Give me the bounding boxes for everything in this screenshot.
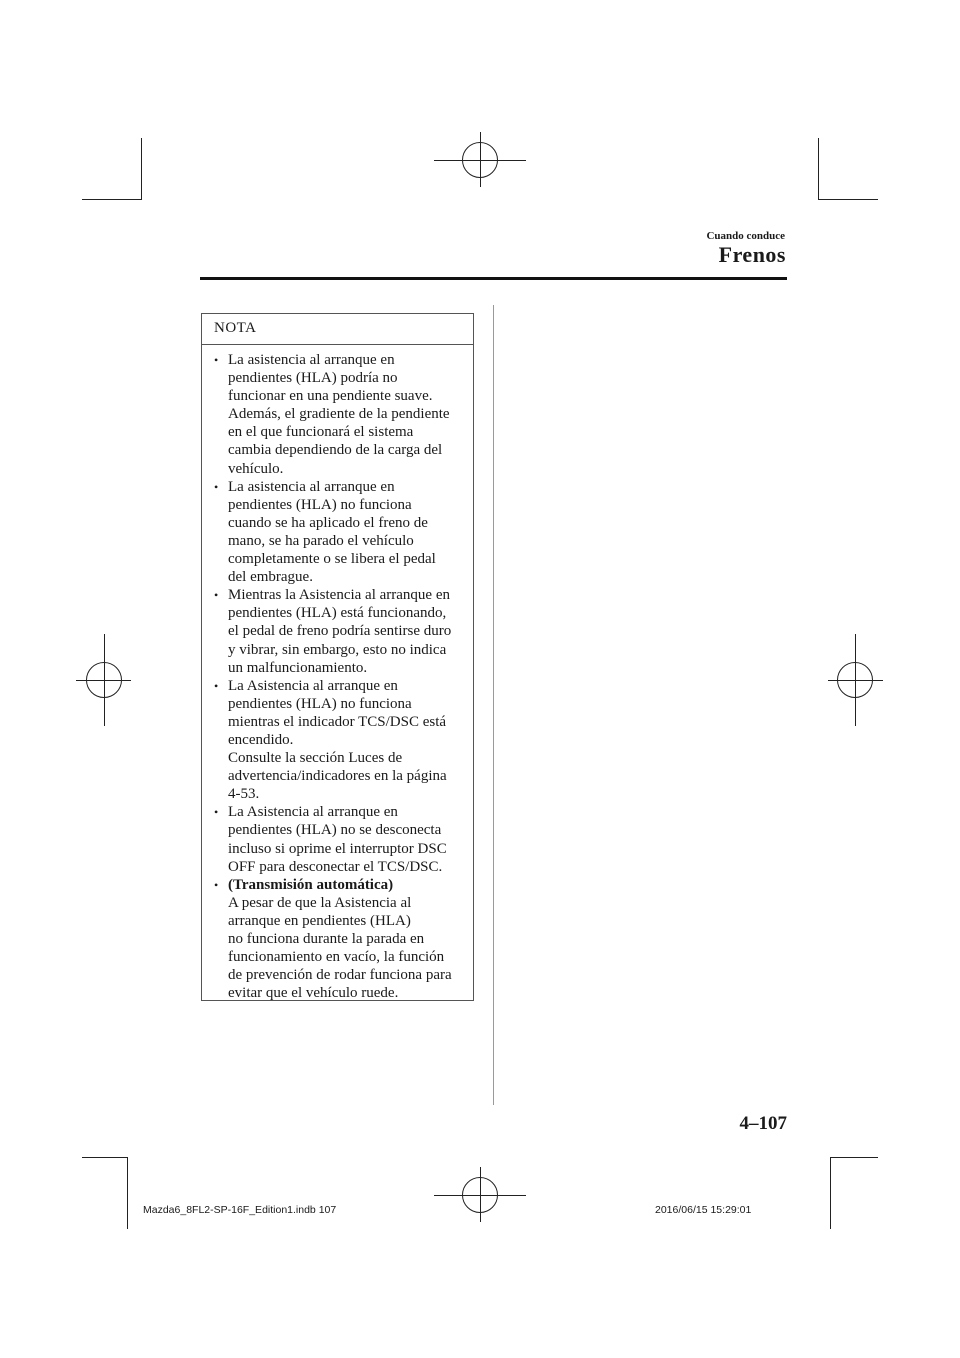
note-item-line: mientras el indicador TCS/DSC está — [228, 713, 447, 730]
note-item-line: incluso si oprime el interruptor DSC — [228, 840, 447, 857]
note-item-line: pendientes (HLA) no funciona — [228, 496, 412, 513]
bullet-icon: • — [214, 678, 219, 693]
note-item-line: del embrague. — [228, 569, 313, 586]
footer-file: Mazda6_8FL2-SP-16F_Edition1.indb 107 — [143, 1204, 337, 1216]
bullet-icon: • — [214, 588, 219, 603]
note-item-line: pendientes (HLA) podría no — [228, 370, 398, 387]
note-item-line: 4-53. — [228, 786, 260, 803]
note-item-line: completamente o se libera el pedal — [228, 551, 436, 568]
note-item-line: cambia dependiendo de la carga del — [228, 442, 443, 459]
note-item — [214, 478, 469, 587]
header-rule — [200, 277, 787, 280]
note-item-line: funcionar en una pendiente suave. — [228, 388, 433, 405]
note-item-line: A pesar de que la Asistencia al — [228, 894, 412, 911]
bullet-icon: • — [214, 479, 219, 494]
note-item-line: Mientras la Asistencia al arranque en — [228, 587, 450, 604]
footer-timestamp: 2016/06/15 15:29:01 — [655, 1204, 752, 1216]
section-title: Frenos — [718, 242, 786, 267]
note-item-line: cuando se ha aplicado el freno de — [228, 514, 428, 531]
note-item-line: Consulte la sección Luces de — [228, 750, 403, 767]
column-divider — [493, 305, 494, 1105]
note-item-line: encendido. — [228, 731, 294, 748]
note-item — [214, 876, 469, 1003]
page-number: 4–107 — [739, 1113, 787, 1134]
note-item — [214, 586, 469, 676]
note-item-line: funcionamiento en vacío, la función — [228, 949, 445, 966]
note-item-line: arranque en pendientes (HLA) — [228, 912, 411, 929]
note-item-line: evitar que el vehículo ruede. — [228, 985, 399, 1002]
note-item-line: el pedal de freno podría sentirse duro — [228, 623, 452, 640]
note-item-line: OFF para desconectar el TCS/DSC. — [228, 858, 443, 875]
note-divider — [202, 344, 473, 345]
note-item-line: La Asistencia al arranque en — [228, 804, 398, 821]
note-box — [201, 313, 474, 1001]
bullet-icon: • — [214, 805, 219, 820]
note-item-line: no funciona durante la parada en — [228, 931, 425, 947]
note-item-line: advertencia/indicadores en la página — [228, 768, 447, 785]
note-item-heading: (Transmisión automática) — [228, 876, 394, 893]
note-item-line: La Asistencia al arranque en — [228, 677, 398, 694]
note-title: NOTA — [214, 320, 257, 336]
note-item-line: en el que funcionará el sistema — [228, 424, 414, 441]
note-item-line: mano, se ha parado el vehículo — [228, 532, 414, 549]
note-item-line: pendientes (HLA) está funcionando, — [228, 605, 447, 622]
note-item — [214, 351, 469, 478]
note-item-line: de prevención de rodar funciona para — [228, 967, 452, 984]
note-item-line: pendientes (HLA) no funciona — [228, 695, 412, 712]
section-subtitle: Cuando conduce — [706, 230, 785, 242]
note-item-line: vehículo. — [228, 460, 284, 477]
bullet-icon: • — [214, 353, 219, 367]
bullet-icon: • — [214, 877, 219, 892]
note-item — [214, 677, 469, 804]
note-item-line: pendientes (HLA) no se desconecta — [228, 822, 442, 839]
note-list — [214, 351, 469, 1002]
note-item-line: un malfuncionamiento. — [228, 659, 368, 676]
note-item-line: y vibrar, sin embargo, esto no indica — [228, 641, 447, 658]
note-item-line: La asistencia al arranque en — [228, 478, 395, 495]
note-item-line: Además, el gradiente de la pendiente — [228, 406, 450, 423]
note-item — [214, 803, 469, 875]
note-item-line: La asistencia al arranque en — [228, 352, 395, 368]
